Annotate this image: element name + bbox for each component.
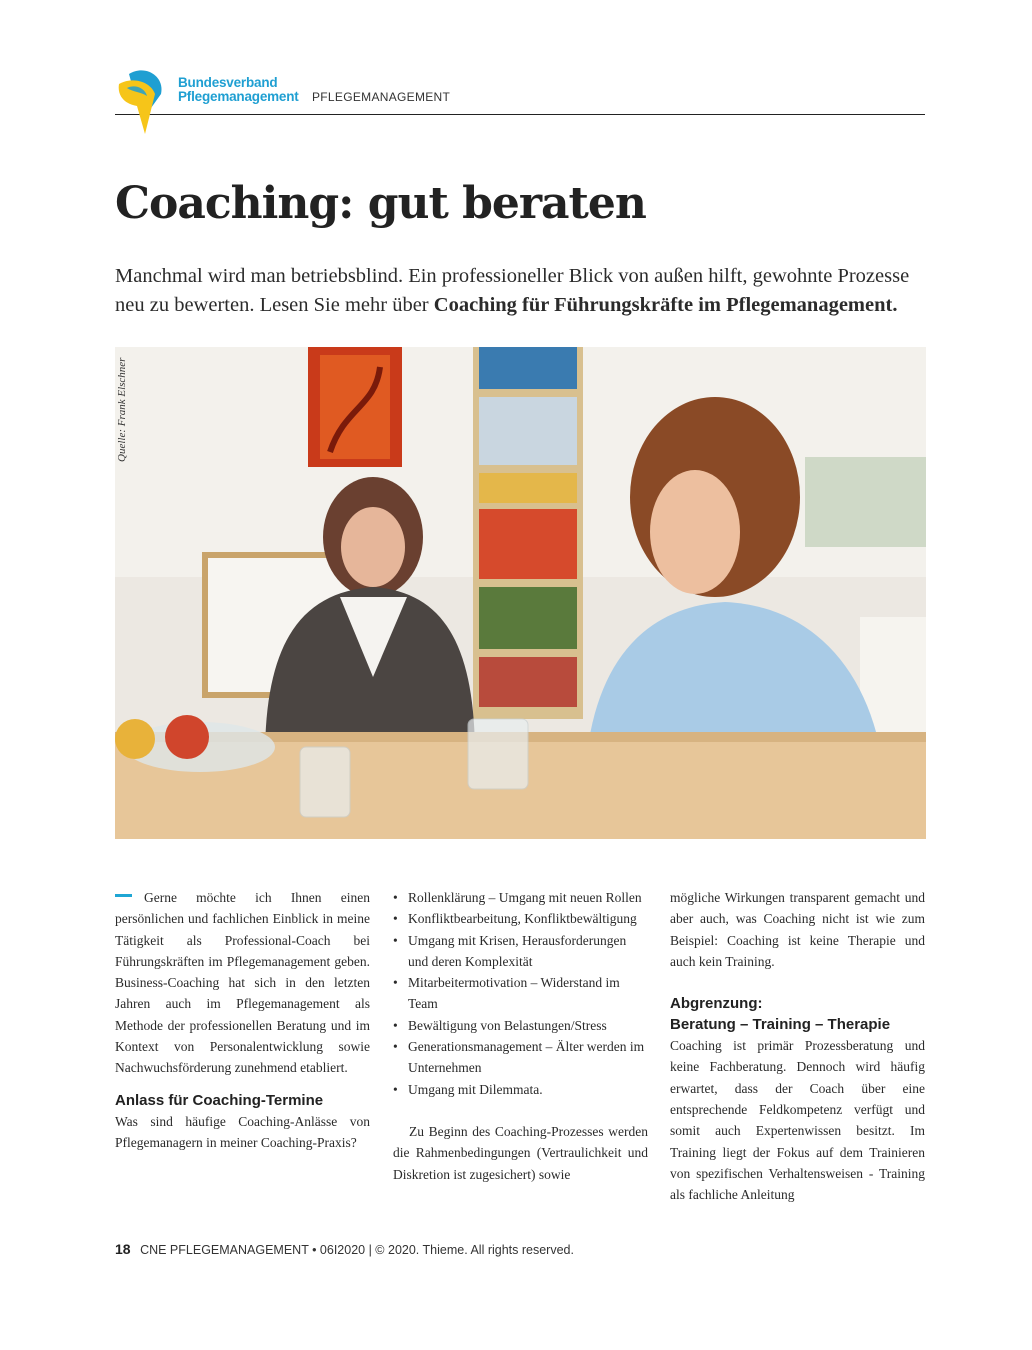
- process-paragraph: Zu Beginn des Coaching-Prozesses werden die Rahmenbedingungen (Vertraulichkeit und Diskretion ist zugesichert) sowie: [393, 1123, 648, 1182]
- subheading-abgrenzung: [670, 993, 925, 1035]
- list-item: • Konfliktbearbeitung, Konfliktbewältigung: [393, 908, 648, 929]
- abgrenzung-paragraph: Coaching ist primär Prozessberatung und keine Fachberatung. Dennoch wird häufig erwartet, dass der Coach über eine entsprechende Feldkompetenz verfügt und somit auch Expertenwissen besitzt. Im Training liegt der Fokus auf dem Trainieren von spezifischen Verhaltensweisen - Training als fachliche Anleitung: [670, 1038, 925, 1203]
- list-item: • Mitarbeitermotivation – Widerstand im Team: [393, 972, 648, 1015]
- list-item: • Bewältigung von Belastungen/Stress: [393, 1015, 648, 1036]
- lead-text: Manchmal wird man betriebsblind. Ein professioneller Blick von außen hilft, gewohnte Prozesse neu zu bewerten. Lesen Sie mehr über: [115, 265, 910, 316]
- page-footer: [115, 1241, 574, 1257]
- coaching-reasons-list: [393, 887, 648, 1100]
- effects-paragraph: mögliche Wirkungen transparent gemacht und aber auch, was Coaching nicht ist wie zum Beispiel: Coaching ist keine Therapie und auch kein Training.: [670, 890, 925, 969]
- subheading-line-1: Abgrenzung:: [670, 995, 763, 1013]
- list-item: • Generationsmanagement – Älter werden im Unternehmen: [393, 1036, 648, 1079]
- list-item: • Umgang mit Krisen, Herausforderungen und deren Komplexität: [393, 930, 648, 973]
- column-1: [115, 887, 370, 1153]
- list-item: • Rollenklärung – Umgang mit neuen Rollen: [393, 887, 648, 908]
- logo-line-2: Pflegemanagement: [178, 89, 299, 104]
- logo-text: [178, 76, 299, 104]
- logo-line-1: Bundesverband: [178, 75, 278, 90]
- intro-paragraph: [115, 887, 370, 1079]
- column-3: [670, 887, 925, 1206]
- lead-bold: Coaching für Führungskräfte im Pflegemanagement.: [433, 294, 898, 316]
- lead-dash-icon: [115, 894, 132, 897]
- intro-text: Gerne möchte ich Ihnen einen persönlichen und fachlichen Einblick in meine Tätigkeit als Professional-Coach bei Führungskräften im Pflegemanagement geben. Business-Coaching hat sich in den letzten Jahren auch im Pflegemanagement als Methode der professionellen Beratung und im Kontext von Personalentwicklung sowie Nachwuchsförderung zunehmend etabliert.: [115, 890, 370, 1076]
- page-number: 18: [115, 1241, 131, 1257]
- photo-credit: [116, 350, 131, 462]
- subheading-anlass: Anlass für Coaching-Termine: [115, 1091, 324, 1109]
- footer-text: CNE PFLEGEMANAGEMENT • 06I2020 | © 2020. Thieme. All rights reserved.: [140, 1243, 574, 1257]
- article-photo: [115, 347, 926, 839]
- section-label: PFLEGEMANAGEMENT: [312, 90, 451, 104]
- list-item: • Umgang mit Dilemmata.: [393, 1079, 648, 1100]
- subheading-line-2: Beratung – Training – Therapie: [670, 1016, 891, 1034]
- anlass-paragraph: Was sind häufige Coaching-Anlässe von Pflegemanagern in meiner Coaching-Praxis?: [115, 1113, 370, 1150]
- article-lead: [115, 262, 927, 320]
- page-header: [115, 64, 925, 115]
- photo-credit-text: Quelle: Frank Elschner: [116, 357, 128, 462]
- article-title: Coaching: gut beraten: [115, 178, 646, 229]
- column-2: [393, 887, 648, 1185]
- bvpm-logo-icon: [115, 66, 167, 136]
